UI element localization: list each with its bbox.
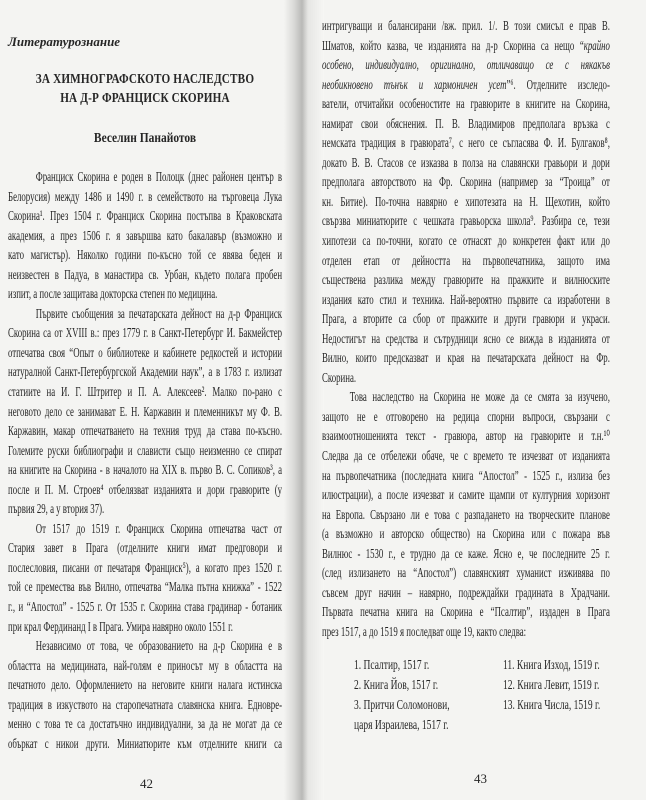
body-text [8, 168, 282, 754]
text-segment: на първопечатника (последната книга “Апостол” - 1525 г., излиза без [322, 468, 610, 484]
text-line-content [322, 154, 610, 174]
text-segment: интригуващи и балансирани /вж. прил. 1/. В този смисъл е прав В. [322, 19, 610, 34]
text-line-content [8, 637, 282, 657]
text-line [322, 212, 610, 232]
text-line-content [322, 506, 610, 526]
text-line-content [322, 310, 610, 330]
italic-quote-segment: особено, индивидуално, оригинално, отличаващо се с някакъв [322, 58, 610, 74]
text-segment: на Европа. Свързано ли е това с разпадането на творческите планове [322, 507, 610, 523]
text-line [322, 623, 610, 643]
text-segment: натуралной Санкт-Петербургской Академии наук”, а в 1783 г. излизат [8, 365, 283, 381]
text-line [8, 168, 282, 188]
text-line-content [322, 232, 610, 252]
text-line-content [322, 584, 610, 604]
text-line-content [8, 246, 282, 266]
text-segment: отпечатва своя “Опыт о библиотеке и кабинете редкостей и истории [8, 345, 283, 361]
text-line [322, 447, 610, 467]
text-line [322, 115, 610, 135]
text-line-content [8, 188, 282, 208]
text-line-content [322, 564, 610, 584]
text-segment: Белорусия) между 1486 и 1490 г. в семейството на търговеца Лука [8, 189, 283, 205]
text-line-content [322, 623, 610, 643]
text-line [8, 500, 282, 520]
text-line [8, 442, 282, 462]
text-line-content [322, 525, 610, 545]
book-list-item: 12. Книга Левит, 1519 г. [503, 678, 600, 693]
book-list-item: 2. Книга Йов, 1517 г. [354, 678, 439, 693]
italic-quote-segment: крайно [583, 38, 610, 54]
text-line [8, 461, 282, 481]
text-segment: Недостигът на средства и сътрудници ясно се вижда в изданията от [322, 331, 610, 347]
text-line-content [8, 696, 282, 716]
text-line [322, 388, 610, 408]
text-segment: Шматов, който казва, че изданията на д-р Скорина са нещо “ [322, 38, 584, 54]
text-line [322, 486, 610, 506]
body-text [322, 17, 610, 643]
text-line-content [8, 403, 282, 423]
text-line [8, 403, 282, 423]
text-segment: г., и “Апостол” - 1525 г. От 1535 г. Скорина става градинар - ботаник [8, 600, 283, 616]
text-line-content [8, 305, 282, 325]
text-line-content [8, 618, 282, 638]
text-line [322, 56, 610, 76]
text-segment: (а възможно и авторско общество) на Скорина или с пожара във [322, 527, 610, 543]
text-line-content [322, 271, 610, 291]
text-line-content [8, 578, 282, 598]
text-segment: послесловия, писани от печатаря Франциск⁵), а когато през 1520 г. [8, 560, 283, 576]
text-line [8, 344, 282, 364]
text-line [322, 349, 610, 369]
text-line [8, 266, 282, 286]
text-line [8, 618, 282, 638]
text-line [322, 291, 610, 311]
text-line [322, 252, 610, 272]
text-segment: От 1517 до 1519 г. Франциск Скорина отпечатва част от [35, 521, 283, 537]
text-segment: ватели, отчитайки особеностите на гравюрите в книгите на Скорина, [322, 97, 610, 113]
text-line-content [8, 168, 282, 188]
book-list-item: царя Израилева, 1517 г. [354, 718, 449, 733]
text-line [322, 564, 610, 584]
text-line [322, 271, 610, 291]
text-segment: докато В. В. Стасов се изказва в полза на славянски гравьори и дори [322, 155, 610, 171]
text-segment: кн. Битие). По-точна навярно е хипотезата на Н. Щехотин, който [322, 194, 610, 210]
text-line-content [8, 363, 282, 383]
text-line-content [8, 266, 282, 286]
text-line-content [8, 539, 282, 559]
text-line [322, 369, 610, 389]
text-segment: като магистър). Няколко години по-късно той се явява беден и [8, 248, 283, 264]
text-line-content [322, 447, 610, 467]
text-line [322, 193, 610, 213]
text-line-content [8, 285, 282, 305]
book-list-item: 13. Книга Числа, 1519 г. [503, 698, 601, 713]
text-line-content [322, 427, 610, 447]
text-line [322, 506, 610, 526]
text-segment: ”⁶. Отделните изследо- [506, 77, 610, 93]
text-line [8, 657, 282, 677]
text-segment: академия, а през 1506 г. я завършва като бакалавър (възможно и [8, 228, 283, 244]
text-segment: изпит, а после защитава докторска степен по медицина. [8, 287, 218, 303]
text-segment: защото не е отговорено на редица спорни въпроси, свързани с [322, 409, 610, 425]
text-line [322, 232, 610, 252]
text-line [322, 584, 610, 604]
text-segment: Големите руски библиографи и слависти също неизменно се спират [8, 443, 283, 459]
text-segment: съвсем друг начин – навярно, подреждайки градината в Храдчани. [322, 585, 610, 601]
text-segment: Скорина са от XVIII в.: през 1779 г. в Санкт-Петербург И. Бакмейстер [8, 326, 283, 342]
text-line-content [322, 349, 610, 369]
text-line-content [322, 212, 610, 232]
text-line [322, 17, 610, 37]
text-line [8, 598, 282, 618]
text-line [322, 427, 610, 447]
text-segment: Това наследство на Скорина не може да се смята за изучено, [349, 390, 610, 406]
text-line-content [322, 76, 610, 96]
text-line [8, 559, 282, 579]
text-line [322, 154, 610, 174]
text-line-content [8, 735, 282, 755]
text-segment: при крал Фердинанд I в Прага. Умира навярно около 1551 г. [8, 619, 233, 635]
text-line [322, 603, 610, 623]
text-segment: Първите съобщения за печатарската дейност на д-р Франциск [35, 306, 283, 322]
text-line-content [322, 330, 610, 350]
text-segment: после и П. М. Строев⁴ отбелязват изданията и дори гравюрите (у [8, 482, 283, 498]
text-line-content [8, 324, 282, 344]
page-number: 42 [140, 776, 153, 791]
text-line-content [322, 603, 610, 623]
right-page [318, 0, 618, 800]
text-line [8, 305, 282, 325]
text-line [8, 481, 282, 501]
text-segment: статиите на И. Г. Штритер и П. А. Алексеев². Малко по-рано с [8, 385, 283, 401]
text-segment: немската традиция в гравюрата⁷, с него се съгласява Ф. И. Булгаков⁸, [322, 136, 610, 152]
text-segment: предполага авторството на Фр. Скорина (например за “Троица” от [322, 175, 610, 191]
text-line-content [322, 56, 610, 76]
text-segment: свързва миниатюрите с чешката гравьорска школа⁹. Разбира се, тези [322, 214, 610, 230]
text-segment: Стария завет в Прага (отделните книги имат предговори и [8, 541, 283, 557]
text-line-content [8, 344, 282, 364]
text-line-content [8, 227, 282, 247]
book-list-left [354, 656, 495, 736]
text-line-content [322, 467, 610, 487]
text-line-content [322, 291, 610, 311]
text-line [8, 696, 282, 716]
text-line [322, 408, 610, 428]
text-segment: неизвестен в Падуа, в манастира св. Урбан, където полага пробен [8, 267, 283, 283]
text-line [8, 715, 282, 735]
text-line [322, 310, 610, 330]
book-list-item: 1. Псалтир, 1517 г. [354, 658, 430, 673]
book-list-item: 3. Притчи Соломонови, [354, 698, 450, 713]
text-line-content [8, 657, 282, 677]
text-segment: съществена разлика между гравюрите на пражките и вилнюските [322, 273, 610, 289]
text-line-content [8, 481, 282, 501]
text-line-content [322, 95, 610, 115]
text-segment: (след излизането на “Апостол”) славянският хуманист изживява по [322, 566, 610, 582]
text-segment: Франциск Скорина е роден в Полоцк (днес районен център в [35, 170, 283, 185]
article-title-line-1: ЗА ХИМНОГРАФСКОТО НАСЛЕДСТВО [35, 72, 255, 87]
text-line-content [322, 115, 610, 135]
text-segment: взаимоотношенията текст - гравюра, автор на гравюрите и т.н.¹⁰ [322, 429, 610, 445]
text-line-content [8, 500, 282, 520]
book-list-item: 11. Книга Изход, 1519 г. [503, 658, 600, 673]
book-list-right [503, 656, 646, 716]
text-segment: Първата печатна книга на Скорина е “Псалтир”, издаден в Прага [322, 605, 610, 621]
text-segment: менно с това те са достатъчно индивидуални, за да не могат да се [8, 717, 283, 733]
article-title-line-2: НА Д-Р ФРАНЦИСК СКОРИНА [60, 91, 230, 106]
text-line-content [322, 252, 610, 272]
text-line [322, 525, 610, 545]
text-line-content [322, 17, 610, 37]
italic-quote-segment: необикновено тънък и хармоничен усет [322, 77, 507, 93]
text-segment: Вилнюс - 1530 г., е трудно да се каже. Ясно е, че последните 25 г. [322, 546, 610, 562]
article-author: Веселин Панайотов [93, 131, 197, 146]
text-segment: традиция в изкуството на старопечатната славянска книга. Едновре- [8, 697, 283, 713]
text-line [8, 324, 282, 344]
text-segment: неговото дело се занимават Е. Н. Каржавин и племенникът му Ф. В. [8, 404, 283, 420]
text-line [8, 637, 282, 657]
text-line-content [8, 383, 282, 403]
text-line [322, 545, 610, 565]
text-line-content [322, 486, 610, 506]
text-line-content [8, 422, 282, 442]
left-page [0, 0, 290, 800]
text-segment: объркат с никои други. Миниатюрите към отделните книги са [8, 736, 283, 752]
text-segment: областта на медицината, най-голям е приносът му в областта на [8, 658, 283, 674]
text-line-content [8, 442, 282, 462]
text-line-content [8, 676, 282, 696]
text-line-content [8, 598, 282, 618]
text-line [8, 676, 282, 696]
text-line-content [322, 193, 610, 213]
text-line [8, 285, 282, 305]
text-segment: илюстрации), а после изчезват и самите щампи от културния хоризонт [322, 488, 610, 504]
text-segment: издания като стил и техника. Най-вероятно първите са изработени в [322, 292, 610, 308]
text-line-content [8, 520, 282, 540]
text-line [8, 227, 282, 247]
text-segment: Скорина¹. През 1504 г. Франциск Скорина постъпва в Краковската [8, 209, 283, 225]
text-line-content [322, 545, 610, 565]
text-segment: Каржавин, макар отпечатването на техния труд да става по-късно. [8, 424, 283, 440]
text-line-content [322, 369, 610, 389]
text-segment: печатното дело. Оформлението на неговите книги налага истинска [8, 678, 283, 694]
text-line-content [8, 461, 282, 481]
text-segment: намират свои обяснения. П. В. Владимиров предполага връзка с [322, 116, 610, 132]
text-line-content [322, 408, 610, 428]
text-segment: хипотези са по-точни, когато се отнасят до конкретен факт или до [322, 234, 610, 250]
text-line-content [322, 37, 610, 57]
text-line [8, 188, 282, 208]
text-line-content [322, 388, 610, 408]
text-segment: Прага, а вторите са сбор от пражките и други гравюри и украси. [322, 312, 610, 328]
text-segment: Независимо от това, че образованието на д-р Скорина е в [35, 639, 283, 655]
text-line [8, 578, 282, 598]
text-line-content [322, 134, 610, 154]
text-segment: на книгите на Скорина - в началото на XIX в. първо В. С. Сопиков³, а [8, 463, 283, 479]
text-line [8, 735, 282, 755]
text-line [8, 539, 282, 559]
text-segment: Скорина. [322, 370, 357, 386]
text-line [8, 363, 282, 383]
text-segment: отделен етап от дейността на първопечатника, защото има [322, 253, 610, 269]
text-line [322, 467, 610, 487]
text-line [322, 95, 610, 115]
text-line [322, 134, 610, 154]
text-line-content [8, 715, 282, 735]
page-number: 43 [474, 771, 487, 786]
text-line [8, 207, 282, 227]
text-segment: първия 29, а у втория 37). [8, 502, 105, 518]
text-segment: Следва да се отбележи обаче, че с времето те изчезват от изданията [322, 449, 610, 465]
text-segment: Вилно, които предсказват и края на печатарската дейност на Фр. [322, 351, 610, 367]
text-line [322, 173, 610, 193]
text-line-content [322, 173, 610, 193]
text-line [322, 76, 610, 96]
text-line [322, 330, 610, 350]
text-line [8, 422, 282, 442]
text-segment: той се премества във Вилно, отпечатва “Малка пътна книжка” - 1522 [8, 580, 283, 596]
text-line [322, 37, 610, 57]
text-segment: през 1517, а до 1519 я последват още 19, както следва: [322, 624, 527, 640]
text-line-content [8, 207, 282, 227]
running-header: Литературознание [8, 34, 121, 49]
text-line [8, 246, 282, 266]
text-line [8, 520, 282, 540]
text-line-content [8, 559, 282, 579]
text-line [8, 383, 282, 403]
